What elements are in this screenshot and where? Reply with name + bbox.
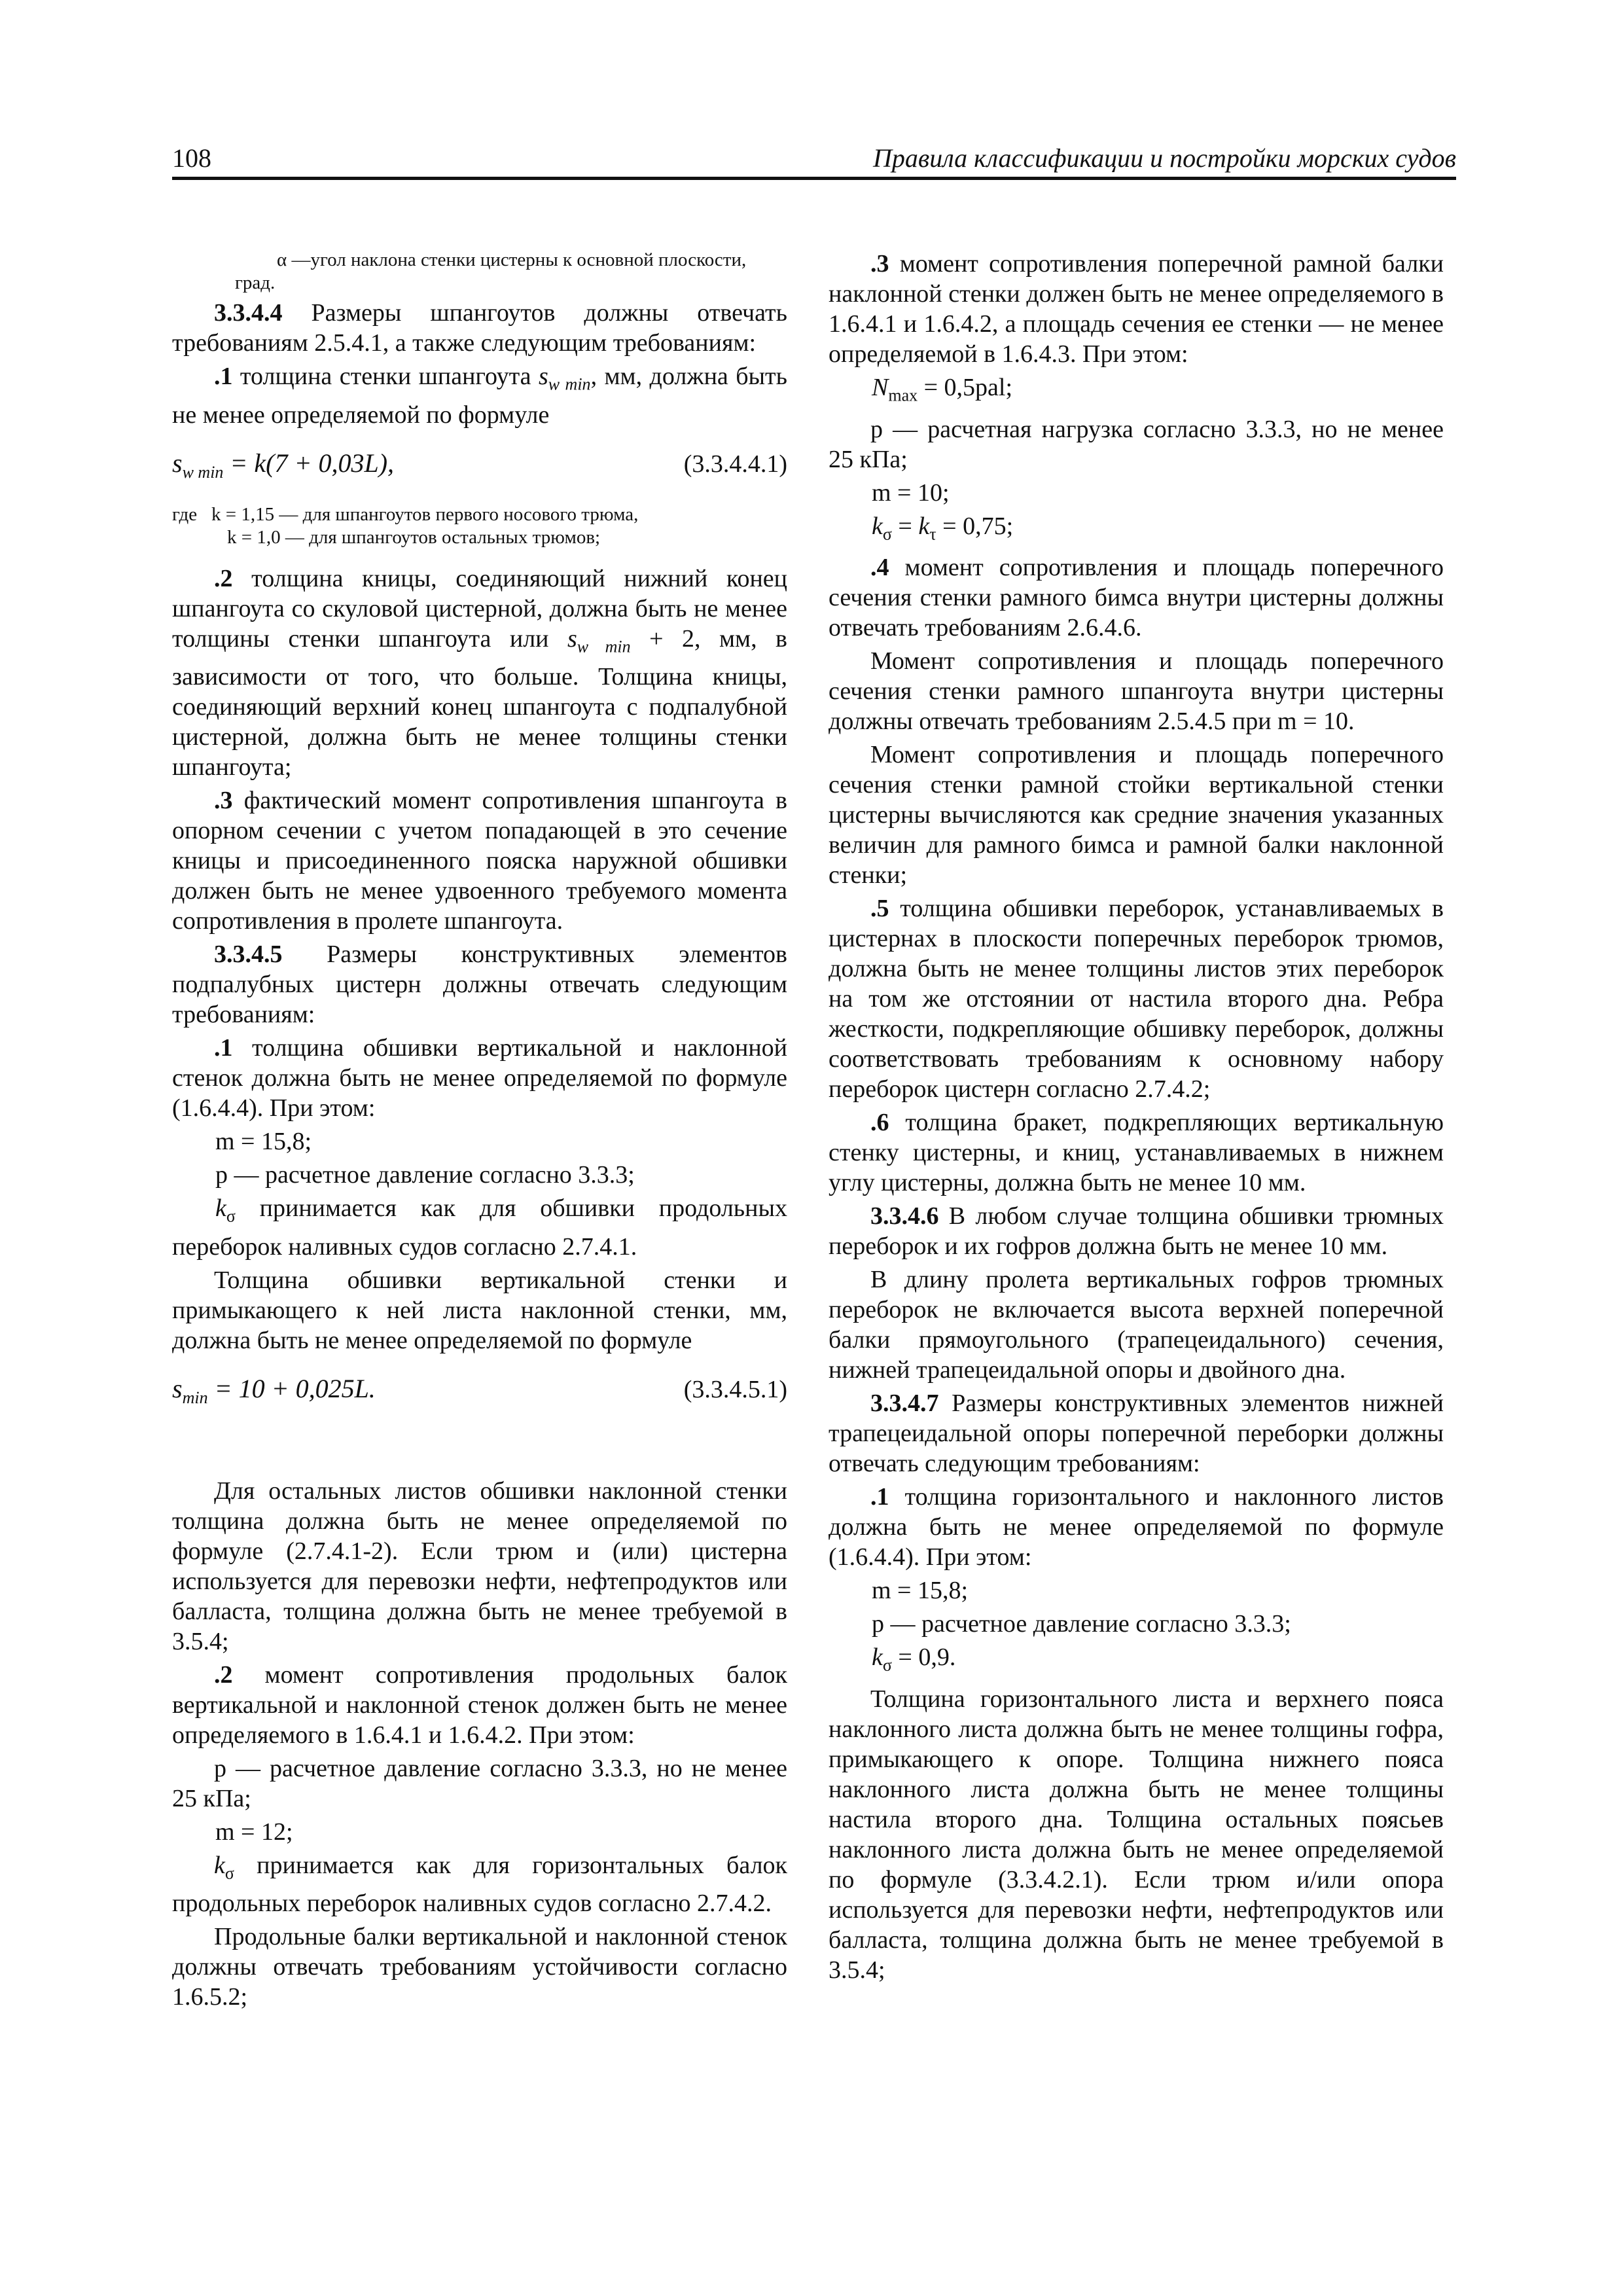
item-3-section-modulus: .3 фактический момент сопротивления шпангоута в опорном сечении с учетом попадающей в это сечение кницы и присоединенного пояска наружной обшивки должен быть не менее удвоенного требуемого момента сопротивления в пролете шпангоута. (172, 787, 787, 935)
where-note: где k = 1,15 — для шпангоутов первого носового трюма, k = 1,0 — для шпангоутов остальных трюмов; (172, 503, 639, 548)
m-value: m = 15,8; (215, 1128, 312, 1156)
k-sigma-definition: $k_\sigma$ принимается как для обшивки продольных переборок наливных судов согласно 2.7.4.1. (172, 1194, 787, 1261)
paragraph-thickness: Толщина обшивки вертикальной стенки и примыкающего к ней листа наклонной стенки, мм, должна быть не менее определяемой по формуле (172, 1266, 787, 1354)
item-4-deck-beam: .4 момент сопротивления и площадь поперечного сечения стенки рамного бимса внутри цистерны должны отвечать требованиям 2.6.4.6. (829, 554, 1444, 642)
item-2-longitudinals: .2 момент сопротивления продольных балок вертикальной и наклонной стенок должен быть не менее определяемого в 1.6.4.1 и 1.6.4.2. При этом: (172, 1660, 787, 1749)
section-number: 3.3.4.4 (214, 299, 283, 327)
spacer (172, 1429, 787, 1476)
paragraph-vertical-web: Момент сопротивления и площадь поперечного сечения стенки рамной стойки вертикальной стенки цистерны вычисляются как средние значения указанных величин для рамного бимса и рамной балки наклонной стенки; (829, 741, 1444, 889)
item-5-bulkhead-plating: .5 толщина обшивки переборок, устанавливаемых в цистернах в плоскости поперечных переборок трюмов, должна быть не менее толщины листов этих переборок на том же отстоянии от настила второго дна. Ребра жесткости, подкрепляющие обшивку переборок, должны соответствовать требованиям к основному набору переборок цистерн согласно 2.7.4.2; (829, 895, 1444, 1103)
p-definition: p — расчетное давление согласно 3.3.3; (215, 1161, 635, 1189)
m-value: m = 12; (215, 1818, 293, 1846)
formula-number: (3.3.4.5.1) (683, 1375, 787, 1403)
item-1-web-thickness: .1 толщина стенки шпангоута $s_{w min}$, мм, должна быть не менее определяемой по формуле (172, 363, 787, 429)
formula-number: (3.3.4.4.1) (683, 450, 787, 478)
p-definition: p — расчетное давление согласно 3.3.3, но не менее 25 кПа; (172, 1754, 787, 1812)
running-title: Правила классификации и постройки морских судов (872, 143, 1456, 173)
paragraph-stability: Продольные балки вертикальной и наклонной стенок должны отвечать требованиям устойчивости согласно 1.6.5.2; (172, 1923, 787, 2011)
p-definition: p — расчетное давление согласно 3.3.3; (872, 1610, 1291, 1638)
n-max-value: $N_{max} = 0,5pal$; (872, 374, 1013, 405)
item-6-brackets: .6 толщина бракет, подкрепляющих вертикальную стенку цистерны, и книц, устанавливаемых в нижнем углу цистерны, должна быть не менее 10 мм. (829, 1109, 1444, 1197)
alpha-definition: α —угол наклона стенки цистерны к основной плоскости, град. (235, 249, 747, 293)
left-column (172, 249, 787, 2015)
right-column (829, 249, 1444, 1988)
formula-3-3-4-5-1 (172, 1374, 787, 1413)
p-definition: p — расчетная нагрузка согласно 3.3.3, но не менее 25 кПа; (829, 415, 1444, 473)
item-1-stool-plates: .1 толщина горизонтального и наклонного листов должна быть не менее определяемой по формуле (1.6.4.4). При этом: (829, 1483, 1444, 1571)
formula-3-3-4-4-1 (172, 448, 787, 488)
page-header (172, 143, 1456, 180)
item-3-web-frame: .3 момент сопротивления поперечной рамной балки наклонной стенки должен быть не менее определяемого в 1.6.4.1 и 1.6.4.2, а площадь сечения ее стенки — не менее определяемой в 1.6.4.3. При этом: (829, 250, 1444, 368)
k-values: $k_\sigma = k_\tau = 0,75$; (872, 512, 1014, 544)
section-3-3-4-5: 3.3.4.5 Размеры конструктивных элементов подпалубных цистерн должны отвечать следующим требованиям: (172, 941, 787, 1029)
item-1-plating: .1 толщина обшивки вертикальной и наклонной стенок должна быть не менее определяемой по формуле (1.6.4.4). При этом: (172, 1034, 787, 1122)
section-3-3-4-6: 3.3.4.6 В любом случае толщина обшивки трюмных переборок и их гофров должна быть не менее 10 мм. (829, 1202, 1444, 1261)
paragraph-corrugation-span: В длину пролета вертикальных гофров трюмных переборок не включается высота верхней поперечной балки прямоугольного (трапецеидального) сечения, нижней трапецеидальной опоры и двойного дна. (829, 1266, 1444, 1384)
paragraph-stool-thickness: Толщина горизонтального листа и верхнего пояса наклонного листа должна быть не менее толщины гофра, примыкающего к опоре. Толщина нижнего пояса наклонного листа должна быть не менее толщины настила второго дна. Толщина остальных поясьев наклонного листа должна быть не менее определяемой по формуле (3.3.4.2.1). Если трюм и/или опора используется для перевозки нефти, нефтепродуктов или балласта, толщина должна быть не менее требуемой в 3.5.4; (829, 1685, 1444, 1984)
section-3-3-4-7: 3.3.4.7 Размеры конструктивных элементов нижней трапецеидальной опоры поперечной переборки должны отвечать следующим требованиям: (829, 1390, 1444, 1478)
paragraph-other-plates: Для остальных листов обшивки наклонной стенки толщина должна быть не менее определяемой по формуле (2.7.4.1-2). Если трюм и (или) цистерна используется для перевозки нефти, нефтепродуктов или балласта, толщина должна быть не менее требуемой в 3.5.4; (172, 1477, 787, 1655)
section-3-3-4-4: 3.3.4.4 Размеры шпангоутов должны отвечать требованиям 2.5.4.1, а также следующим требованиям: (172, 299, 787, 357)
k-sigma-value: $k_\sigma = 0,9$. (872, 1643, 956, 1675)
item-2-bracket: .2 толщина кницы, соединяющий нижний конец шпангоута со скуловой цистерной, должна быть не менее толщины стенки шпангоута или $s_{w min} + 2$, мм, в зависимости от того, что больше. Толщина кницы, соединяющий верхний конец шпангоута с подпалубной цистерной, должна быть не менее толщины стенки шпангоута; (172, 564, 787, 781)
paragraph-web-frame: Момент сопротивления и площадь поперечного сечения стенки рамного шпангоута внутри цистерны должны отвечать требованиям 2.5.4.5 при m = 10. (829, 647, 1444, 736)
formula-expression: $s_{w min} = k(7 + 0,03L)$, (172, 448, 395, 482)
page-number: 108 (172, 143, 211, 173)
m-value: m = 15,8; (872, 1577, 969, 1605)
m-value: m = 10; (872, 478, 950, 507)
formula-expression: $s_{min} = 10 + 0,025L$. (172, 1373, 376, 1407)
k-sigma-definition: $k_\sigma$ принимается как для горизонтальных балок продольных переборок наливных судов согласно 2.7.4.2. (172, 1851, 787, 1918)
